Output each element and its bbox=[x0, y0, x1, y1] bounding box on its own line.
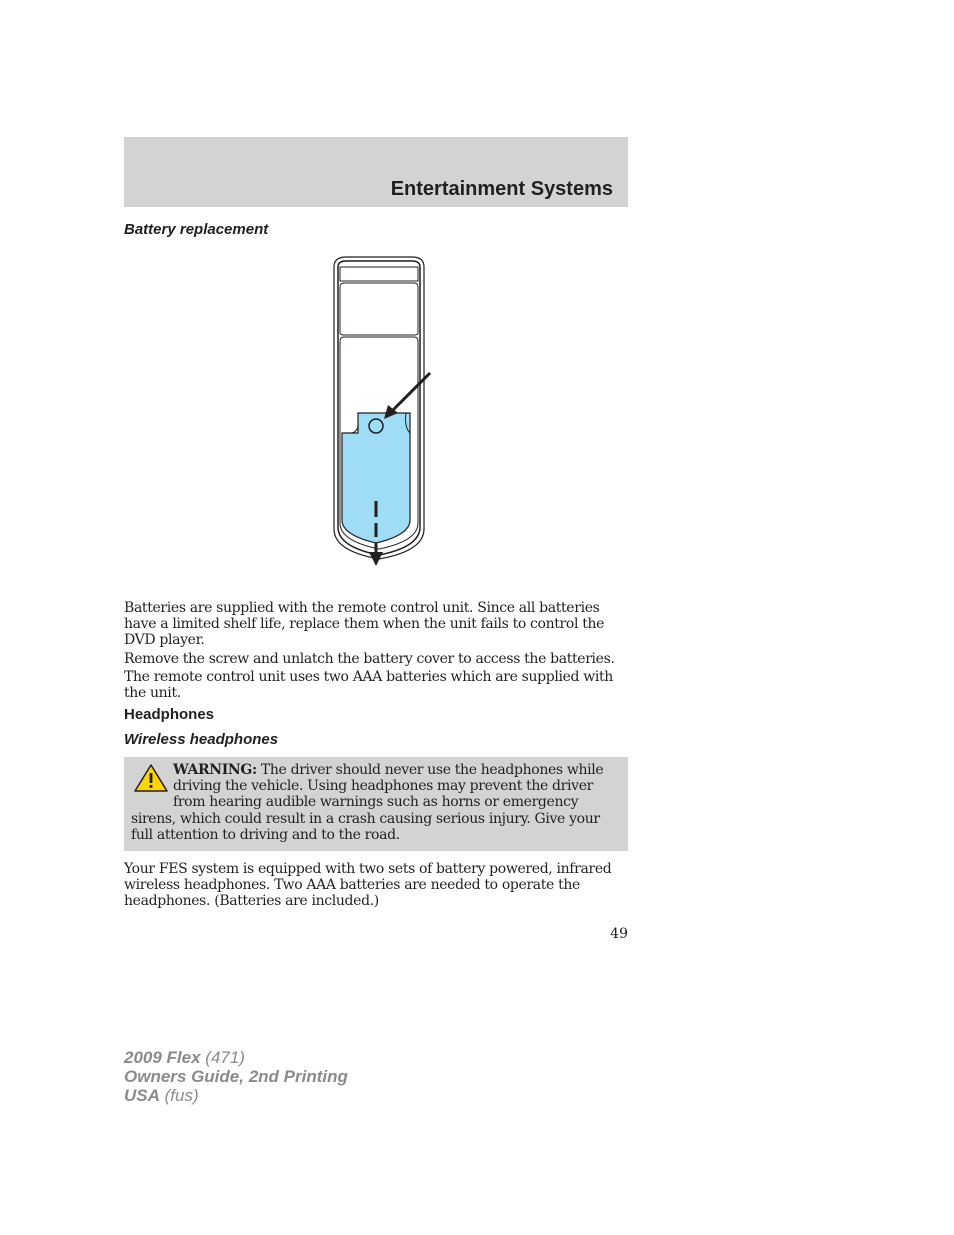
footer-market: USA bbox=[124, 1086, 160, 1105]
remote-control-drawing bbox=[320, 255, 440, 575]
footer-model: 2009 Flex bbox=[124, 1048, 201, 1067]
section-header-band bbox=[124, 137, 628, 207]
warning-box bbox=[124, 757, 628, 851]
remote-control-illustration bbox=[320, 255, 440, 575]
wireless-headphones-heading: Wireless headphones bbox=[124, 731, 279, 748]
battery-paragraph-1: Batteries are supplied with the remote control unit. Since all batteries have a limited shelf life, replace them when the unit fails to control the DVD player. bbox=[124, 600, 605, 649]
warning-triangle-icon bbox=[131, 762, 171, 796]
headphones-heading: Headphones bbox=[124, 706, 215, 723]
battery-paragraph-3: The remote control unit uses two AAA batteries which are supplied with the unit. bbox=[124, 669, 613, 702]
footer-line-2: Owners Guide, 2nd Printing bbox=[124, 1067, 348, 1086]
warning-body: The driver should never use the headphones while driving the vehicle. Using headphones may prevent the driver from hearing audible warnings such as horns or emergency sirens, which could result in a crash causing serious injury. Give your full attention to driving and to the road. bbox=[131, 762, 604, 843]
footer-model-code: (471) bbox=[200, 1048, 245, 1067]
headphones-paragraph: Your FES system is equipped with two sets of battery powered, infrared wireless headphones. Two AAA batteries are needed to operate the headphones. (Batteries are included.) bbox=[124, 861, 612, 910]
document-footer bbox=[124, 1048, 348, 1105]
screw-icon bbox=[369, 419, 383, 433]
warning-text-block bbox=[131, 762, 621, 843]
footer-line-3 bbox=[124, 1086, 348, 1105]
footer-market-code: (fus) bbox=[159, 1086, 199, 1105]
warning-label: WARNING: bbox=[173, 762, 257, 778]
footer-line-1 bbox=[124, 1048, 348, 1067]
page-number: 49 bbox=[610, 926, 628, 942]
section-title: Entertainment Systems bbox=[390, 178, 613, 200]
battery-replacement-heading: Battery replacement bbox=[124, 221, 269, 238]
battery-paragraph-2: Remove the screw and unlatch the battery cover to access the batteries. bbox=[124, 651, 615, 667]
